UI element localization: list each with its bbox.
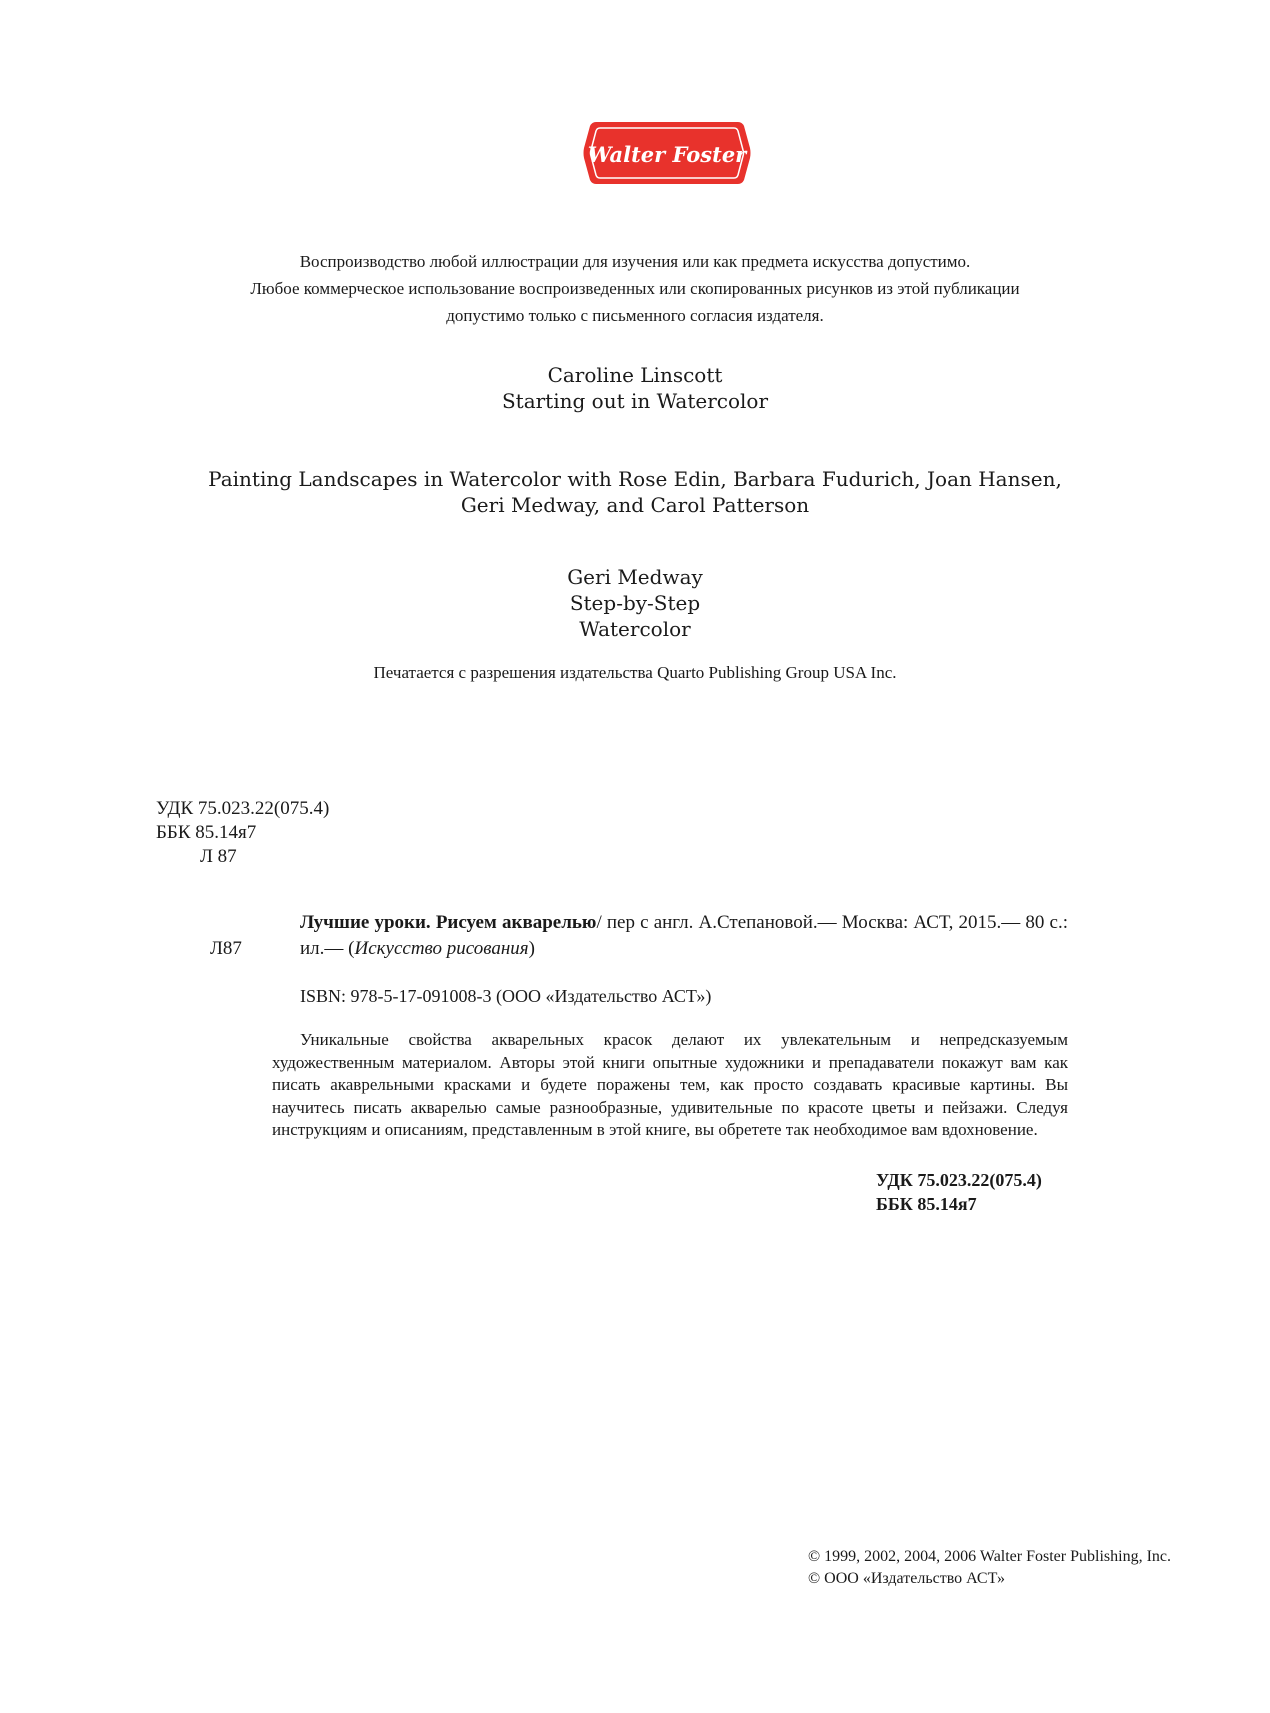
credit-book-1	[0, 362, 1270, 414]
notice-line: Любое коммерческое использование воспроизведенных или скопированных рисунков из этой публикации	[250, 279, 1020, 298]
book-details-close: )	[528, 938, 535, 959]
book-title: Лучшие уроки. Рисуем акварелью	[300, 912, 597, 933]
udk-code: УДК 75.023.22(075.4)	[876, 1170, 1042, 1190]
author-sign: Л87	[210, 938, 242, 959]
credit-title: Watercolor	[579, 617, 691, 641]
annotation: Уникальные свойства акварельных красок делают их увлекательным и непредсказуемым художественным материалом. Авторы этой книги опытные художники и препадаватели покажут вам как писать акаврельными красками и будете поражены тем, как просто создавать красивые картины. Вы научитесь писать акварелью самые разнообразные, удивительные по красоте цветы и пейзажи. Следуя инструкциям и описаниям, представленным в этой книге, вы обретете так необходимое вам вдохновение.	[272, 1030, 1068, 1139]
credit-title: Starting out in Watercolor	[501, 389, 769, 413]
notice-line: Воспроизводство любой иллюстрации для изучения или как предмета искусства допустимо.	[299, 252, 971, 271]
credit-book-3	[0, 564, 1270, 642]
credit-author: Caroline Linscott	[547, 363, 723, 387]
book-series: Искусство рисования	[354, 938, 529, 959]
bibliographic-record	[300, 910, 1068, 962]
credit-author: Geri Medway	[567, 565, 703, 589]
copyright-line: © 1999, 2002, 2004, 2006 Walter Foster Publishing, Inc.	[808, 1548, 1171, 1565]
credit-title: Painting Landscapes in Watercolor with Rose Edin, Barbara Fudurich, Joan Hansen,	[208, 467, 1062, 491]
classification-bottom	[876, 1168, 1042, 1216]
credit-title: Geri Medway, and Carol Patterson	[460, 493, 810, 517]
reproduction-notice	[0, 248, 1270, 329]
credit-book-2	[0, 466, 1270, 518]
copyright-block	[808, 1546, 1171, 1590]
logo-text: Walter Foster	[587, 142, 747, 167]
permission-statement: Печатается с разрешения издательства Quarto Publishing Group USA Inc.	[373, 663, 897, 682]
isbn: ISBN: 978-5-17-091008-3 (ООО «Издательство АСТ»)	[300, 986, 712, 1006]
bbk-code: ББК 85.14я7	[876, 1194, 977, 1214]
logo-badge-icon	[582, 120, 752, 186]
udk-code: УДК 75.023.22(075.4)	[156, 798, 330, 819]
author-code: Л 87	[200, 846, 237, 867]
copyright-line: © ООО «Издательство АСТ»	[808, 1570, 1005, 1587]
walter-foster-logo	[582, 120, 752, 186]
classification-top	[156, 797, 329, 869]
book-details: / пер с англ. А.Степановой.— Москва: АСТ, 2015.— 80 с.: ил.— (	[300, 912, 1068, 959]
credit-title: Step-by-Step	[569, 591, 701, 615]
notice-line: допустимо только с письменного согласия издателя.	[446, 306, 824, 325]
bbk-code: ББК 85.14я7	[156, 822, 257, 843]
